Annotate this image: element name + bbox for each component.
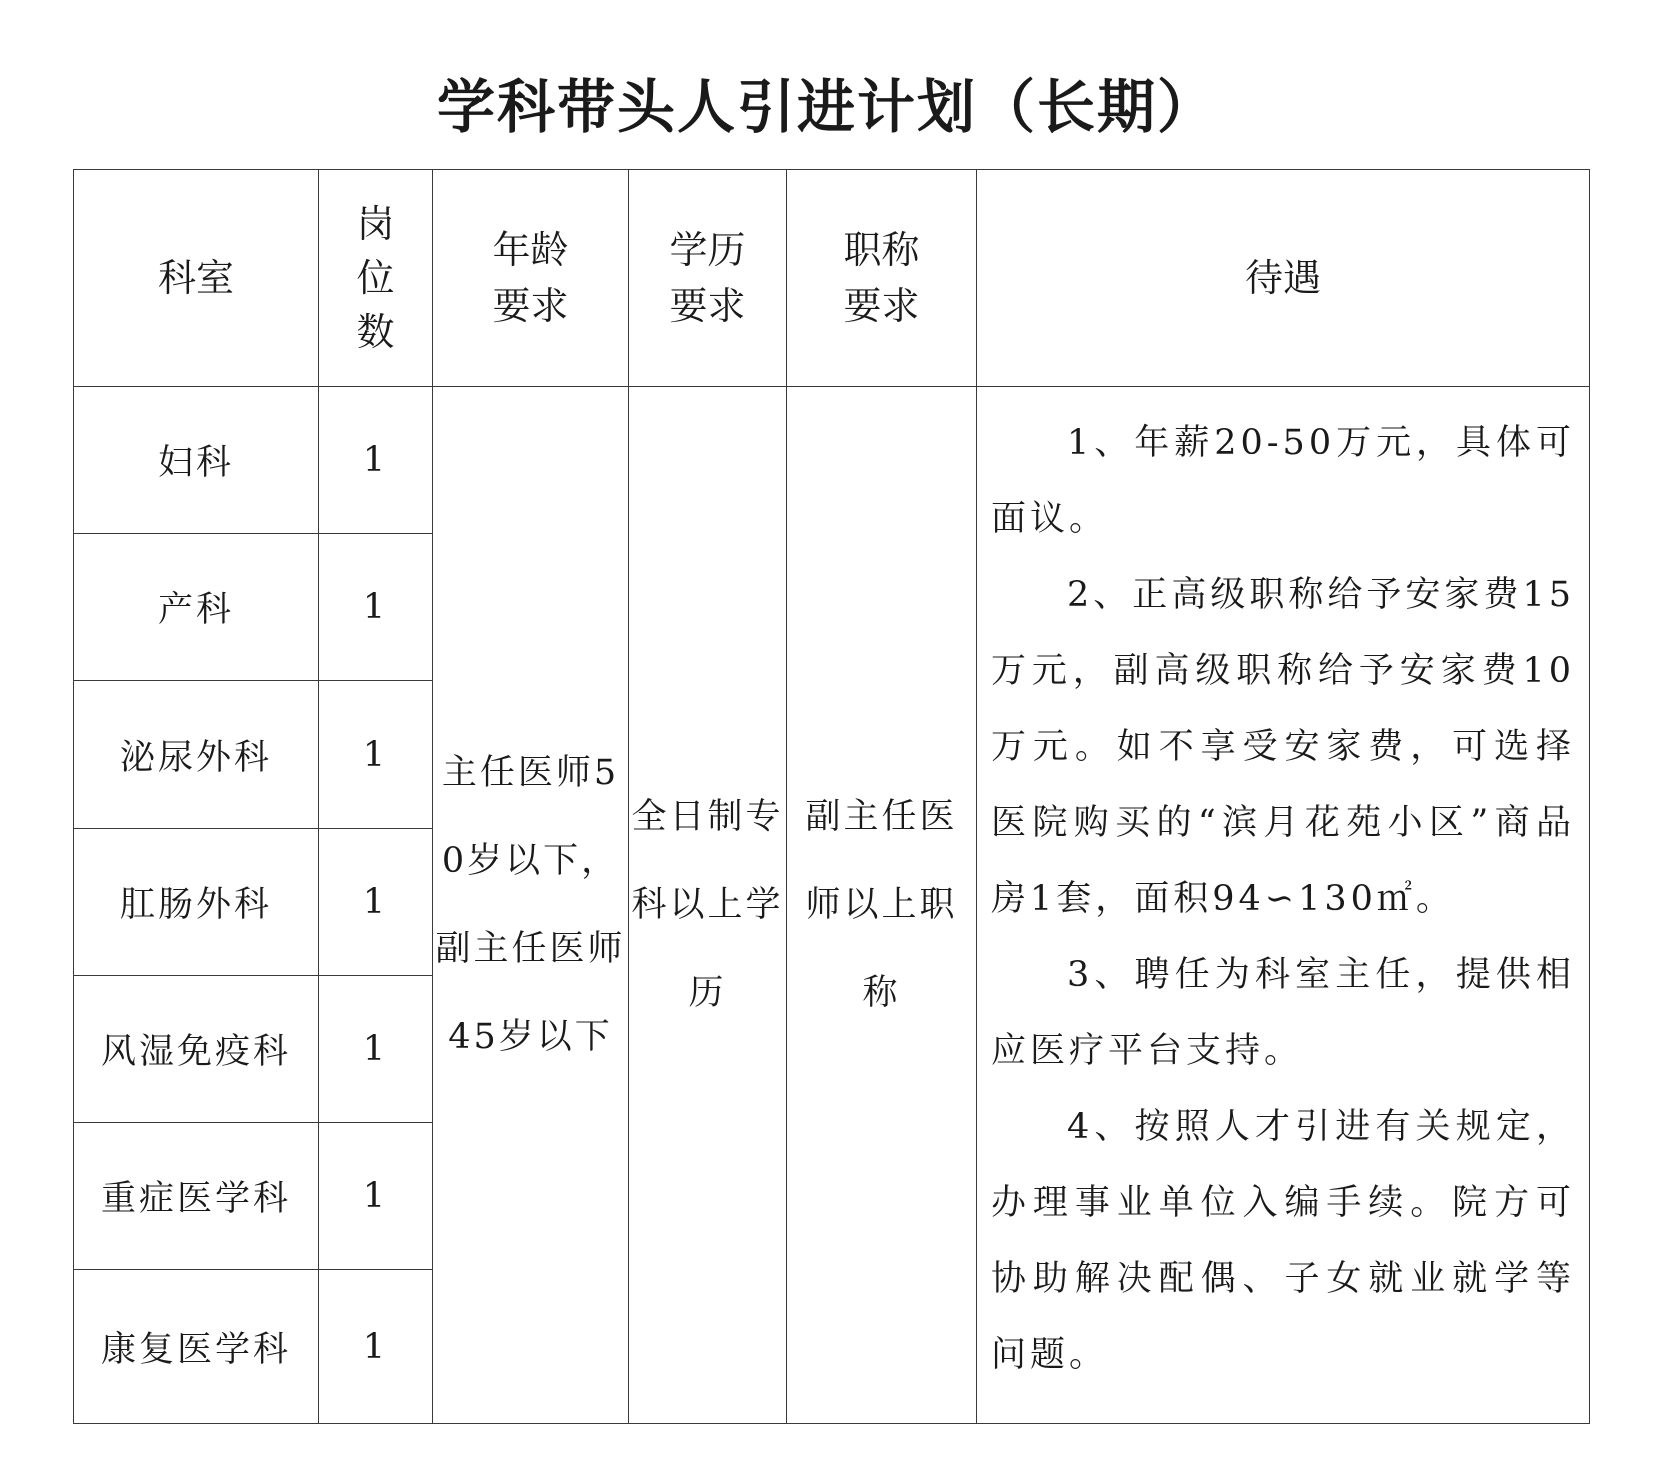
header-benefits: 待遇 bbox=[977, 170, 1590, 387]
header-title-requirement: 职称要求 bbox=[787, 170, 977, 387]
positions-cell: 1 bbox=[319, 681, 433, 828]
department-cell: 康复医学科 bbox=[74, 1270, 319, 1424]
positions-cell: 1 bbox=[319, 828, 433, 975]
page-title: 学科带头人引进计划（长期） bbox=[436, 73, 1217, 141]
department-cell: 产科 bbox=[74, 534, 319, 681]
header-positions: 岗位数 bbox=[319, 170, 433, 387]
table-row bbox=[74, 387, 1590, 534]
benefit-item: 4、按照人才引进有关规定，办理事业单位入编手续。院方可协助解决配偶、子女就业就学等问题。 bbox=[991, 1107, 1575, 1375]
positions-cell: 1 bbox=[319, 1123, 433, 1270]
positions-cell: 1 bbox=[319, 387, 433, 534]
age-requirement-text: 主任医师50岁以下，副主任医师45岁以下 bbox=[435, 753, 626, 1057]
education-requirement-text: 全日制专科以上学历 bbox=[631, 797, 784, 1013]
positions-cell: 1 bbox=[319, 534, 433, 681]
department-cell: 风湿免疫科 bbox=[74, 975, 319, 1122]
benefit-item: 1、年薪20-50万元，具体可面议。 bbox=[991, 423, 1575, 539]
recruitment-table bbox=[73, 169, 1590, 1424]
positions-cell: 1 bbox=[319, 1270, 433, 1424]
header-row bbox=[74, 170, 1590, 387]
title-requirement-text: 副主任医师以上职称 bbox=[805, 797, 958, 1013]
benefit-item: 2、正高级职称给予安家费15万元，副高级职称给予安家费10万元。如不享受安家费，可选择医院购买的“滨月花苑小区”商品房1套，面积94∽130㎡。 bbox=[991, 575, 1575, 919]
department-cell: 妇科 bbox=[74, 387, 319, 534]
header-age: 年龄要求 bbox=[433, 170, 629, 387]
header-department: 科室 bbox=[74, 170, 319, 387]
benefit-item: 3、聘任为科室主任，提供相应医疗平台支持。 bbox=[991, 955, 1575, 1071]
department-cell: 泌尿外科 bbox=[74, 681, 319, 828]
education-requirement-cell bbox=[629, 387, 787, 1424]
department-cell: 肛肠外科 bbox=[74, 828, 319, 975]
title-requirement-cell bbox=[787, 387, 977, 1424]
benefits-cell bbox=[977, 387, 1590, 1424]
age-requirement-cell bbox=[433, 387, 629, 1424]
department-cell: 重症医学科 bbox=[74, 1123, 319, 1270]
header-education: 学历要求 bbox=[629, 170, 787, 387]
positions-cell: 1 bbox=[319, 975, 433, 1122]
